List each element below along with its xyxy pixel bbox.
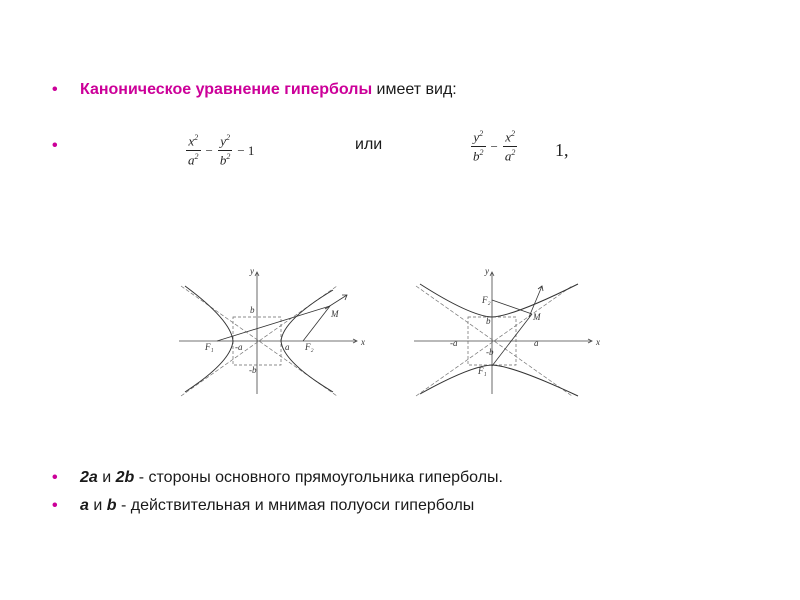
f2-label: F₂ <box>305 342 314 352</box>
or-word: или <box>355 136 383 153</box>
formula-horizontal-hyperbola <box>185 133 258 169</box>
rest-text: - действительная и мнимая полуоси гиперболы <box>116 497 475 514</box>
a-label: a <box>285 342 290 352</box>
rest-text: - стороны основного прямоугольника гиперболы. <box>134 469 503 486</box>
tangent-arrow <box>325 295 347 309</box>
numerator: y <box>220 133 226 149</box>
numerator: y <box>473 129 480 145</box>
minus-one: − 1 <box>237 142 255 158</box>
rest-text: имеет вид: <box>372 81 457 98</box>
f1-label: F₁ <box>478 366 487 376</box>
minus-sign: − <box>490 138 498 154</box>
x-label: x <box>596 337 600 347</box>
vertical-hyperbola-graph <box>410 262 605 397</box>
highlight-text: Каноническое уравнение гиперболы <box>80 81 373 98</box>
lower-branch <box>420 365 578 396</box>
y-label: y <box>250 266 254 276</box>
minus-sign: − <box>205 142 213 158</box>
minus-b-label: -b <box>486 347 494 357</box>
left-branch <box>185 286 233 392</box>
f1-label: F₁ <box>205 342 214 352</box>
x-label: x <box>361 337 365 347</box>
fraction-y-over-b: $\frac{y^2}{b^2}$ <box>219 133 231 168</box>
term-b: b <box>106 497 117 514</box>
b-label: b <box>250 305 255 315</box>
focal-line-f2 <box>492 300 532 314</box>
bullet-formulas <box>52 136 80 156</box>
formula-vertical-hyperbola <box>470 129 518 165</box>
upper-branch <box>420 284 578 317</box>
numerator: x <box>505 129 511 145</box>
minus-a-label: -a <box>235 342 243 352</box>
minus-a-label: -a <box>450 338 458 348</box>
fraction-y-over-b: $\frac{y^2}{b^2}$ <box>473 129 484 164</box>
m-label: M <box>331 309 339 319</box>
b-label: b <box>486 316 491 326</box>
bullet-dot: • <box>52 497 58 514</box>
bullet-dot: • <box>52 469 58 486</box>
denominator: b <box>473 148 480 164</box>
f2-label: F₂ <box>482 295 491 305</box>
bullet-canonical-equation <box>52 80 457 100</box>
y-label: y <box>485 266 489 276</box>
denominator: a <box>504 148 512 164</box>
conjunction: и <box>97 469 116 486</box>
a-label: a <box>534 338 539 348</box>
minus-b-label: -b <box>249 365 257 375</box>
term-2a: 2a <box>80 469 98 486</box>
denominator: a <box>188 152 195 168</box>
bullet-dot: • <box>52 137 58 154</box>
denominator: b <box>219 152 227 168</box>
conjunction: и <box>88 497 107 514</box>
rhs-one: 1, <box>555 140 569 160</box>
fraction-x-over-a: $\frac{x^2}{a^2}$ <box>504 129 516 164</box>
focal-line-f1 <box>492 314 532 366</box>
term-2b: 2b <box>115 469 135 486</box>
fraction-x-over-a: $\frac{x^2}{a^2}$ <box>188 133 199 168</box>
m-label: M <box>533 312 541 322</box>
term-a: a <box>80 497 89 514</box>
bullet-semi-axes <box>52 496 474 516</box>
focal-line-f1 <box>217 306 330 341</box>
focal-line-f2 <box>303 306 330 341</box>
horizontal-hyperbola-graph <box>175 262 370 397</box>
bullet-rectangle-sides <box>52 468 503 488</box>
numerator: x <box>188 133 195 149</box>
bullet-dot: • <box>52 81 58 98</box>
